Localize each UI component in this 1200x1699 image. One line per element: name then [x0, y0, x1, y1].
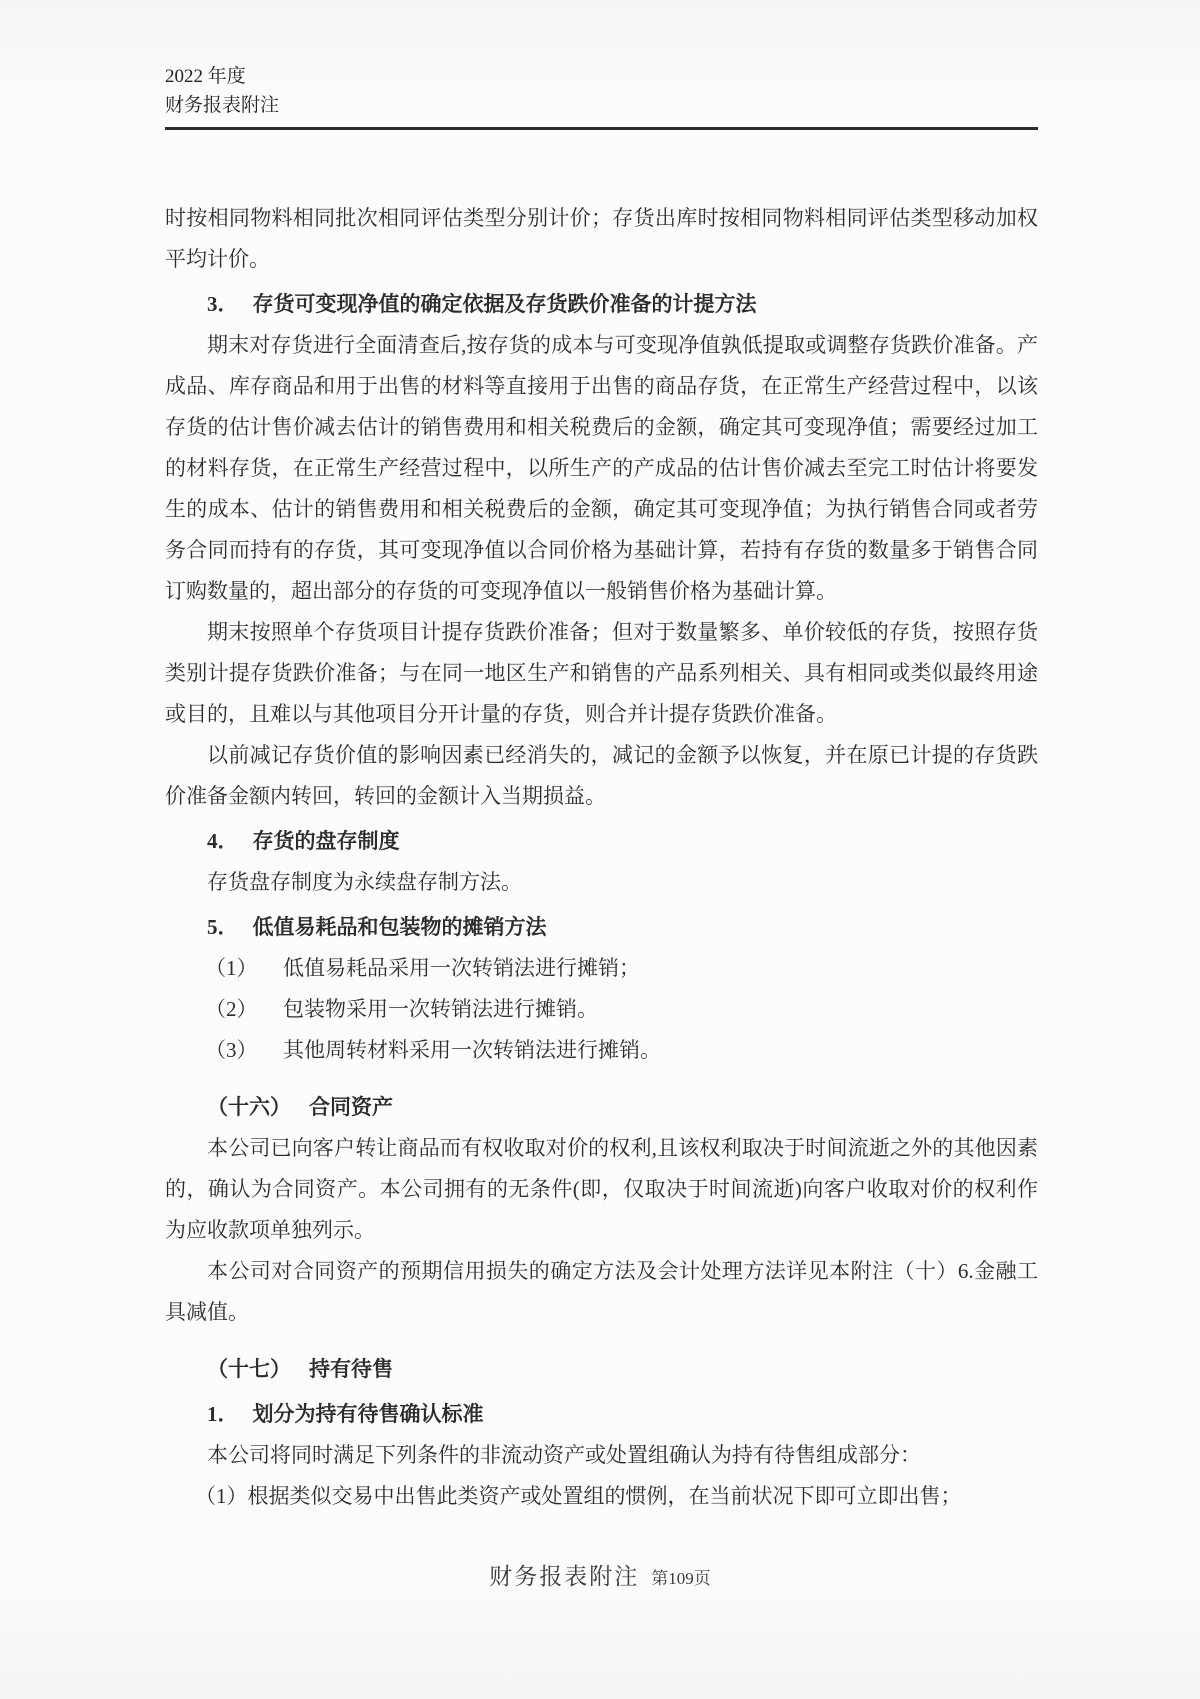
heading-4-number: 4． [207, 829, 239, 853]
heading-section-17 [165, 1349, 1038, 1390]
paragraph-carryover: 时按相同物料相同批次相同评估类型分别计价；存货出库时按相同物料相同评估类型移动加权平均计价。 [165, 206, 1038, 271]
paragraph-nrv-2: 期末按照单个存货项目计提存货跌价准备；但对于数量繁多、单价较低的存货，按照存货类别计提存货跌价准备；与在同一地区生产和销售的产品系列相关、具有相同或类似最终用途或目的，且难以与其他项目分开计量的存货，则合并计提存货跌价准备。 [165, 620, 1038, 726]
paragraph-inventory-system: 存货盘存制度为永续盘存制方法。 [207, 870, 522, 894]
paragraph-held-for-sale-1: 本公司将同时满足下列条件的非流动资产或处置组确认为持有待售组成部分： [207, 1443, 921, 1467]
paragraph-held-for-sale-2: （1）根据类似交易中出售此类资产或处置组的惯例，在当前状况下即可立即出售； [195, 1484, 962, 1508]
list-item-2 [165, 989, 1038, 1030]
footer-doc-title: 财务报表附注 [489, 1564, 640, 1589]
list-item-3 [165, 1030, 1038, 1071]
heading-section-17-title: 持有待售 [309, 1357, 393, 1381]
heading-3-title: 存货可变现净值的确定依据及存货跌价准备的计提方法 [252, 292, 757, 316]
header-doc-title: 财务报表附注 [165, 95, 280, 116]
heading-section-16-number: （十六） [207, 1095, 291, 1119]
footer-page-number: 第109页 [651, 1569, 711, 1588]
list-item-3-number: （3） [205, 1038, 258, 1062]
list-item-3-text: 其他周转材料采用一次转销法进行摊销。 [283, 1038, 661, 1062]
list-item-2-number: （2） [205, 997, 258, 1021]
page-footer [0, 1558, 1200, 1591]
paragraph-contract-asset-2: 本公司对合同资产的预期信用损失的确定方法及会计处理方法详见本附注（十）6.金融工具减值。 [165, 1259, 1038, 1324]
heading-section-16 [165, 1087, 1038, 1128]
page-header [165, 62, 1038, 130]
heading-17-1-number: 1． [207, 1402, 239, 1426]
heading-17-1-title: 划分为持有待售确认标准 [252, 1402, 484, 1426]
heading-5 [165, 907, 1038, 948]
heading-3-number: 3． [207, 292, 239, 316]
heading-4-title: 存货的盘存制度 [252, 829, 400, 853]
header-year: 2022 年度 [165, 66, 246, 87]
heading-3 [165, 284, 1038, 325]
heading-5-number: 5． [207, 915, 239, 939]
paragraph-contract-asset-1: 本公司已向客户转让商品而有权收取对价的权利,且该权利取决于时间流逝之外的其他因素的，确认为合同资产。本公司拥有的无条件(即，仅取决于时间流逝)向客户收取对价的权利作为应收款项单独列示。 [165, 1136, 1038, 1242]
paragraph-nrv-3: 以前减记存货价值的影响因素已经消失的，减记的金额予以恢复，并在原已计提的存货跌价准备金额内转回，转回的金额计入当期损益。 [165, 743, 1038, 808]
heading-17-1 [165, 1394, 1038, 1435]
document-body [165, 198, 1038, 1517]
heading-4 [165, 821, 1038, 862]
heading-section-16-title: 合同资产 [309, 1095, 393, 1119]
paragraph-nrv-1: 期末对存货进行全面清查后,按存货的成本与可变现净值孰低提取或调整存货跌价准备。产成品、库存商品和用于出售的材料等直接用于出售的商品存货，在正常生产经营过程中，以该存货的估计售价减去估计的销售费用和相关税费后的金额，确定其可变现净值；需要经过加工的材料存货，在正常生产经营过程中，以所生产的产成品的估计售价减去至完工时估计将要发生的成本、估计的销售费用和相关税费后的金额，确定其可变现净值；为执行销售合同或者劳务合同而持有的存货，其可变现净值以合同价格为基础计算，若持有存货的数量多于销售合同订购数量的，超出部分的存货的可变现净值以一般销售价格为基础计算。 [165, 333, 1038, 603]
heading-5-title: 低值易耗品和包装物的摊销方法 [252, 915, 547, 939]
list-item-1-text: 低值易耗品采用一次转销法进行摊销； [283, 956, 640, 980]
list-item-1 [165, 948, 1038, 989]
list-item-2-text: 包装物采用一次转销法进行摊销。 [283, 997, 598, 1021]
heading-section-17-number: （十七） [207, 1357, 291, 1381]
list-item-1-number: （1） [205, 956, 258, 980]
